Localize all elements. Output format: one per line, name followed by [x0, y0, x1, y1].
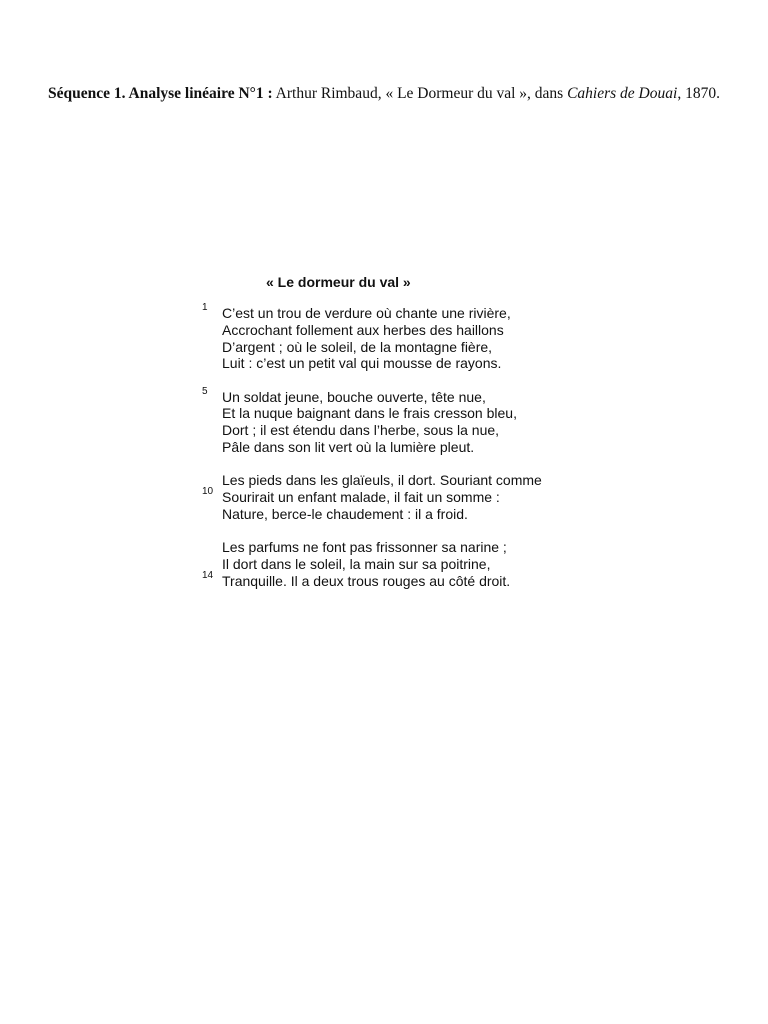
stanza-4: [200, 539, 620, 589]
poem-line: [200, 556, 620, 573]
poem-line: [200, 322, 620, 339]
line-text: Un soldat jeune, bouche ouverte, tête nue,: [222, 388, 486, 405]
line-text: Les pieds dans les glaïeuls, il dort. Souriant comme: [222, 472, 542, 489]
line-number: 14: [202, 569, 214, 581]
poem-line: [200, 472, 620, 489]
sequence-label: Séquence 1. Analyse linéaire N°1 :: [48, 85, 273, 102]
line-number: 10: [202, 486, 214, 498]
poem-line: [200, 302, 620, 322]
line-text: Pâle dans son lit vert où la lumière pleut.: [222, 439, 475, 456]
poem-line: [200, 486, 620, 506]
line-number: 5: [202, 385, 208, 397]
author-and-title: Arthur Rimbaud, « Le Dormeur du val », dans: [272, 85, 568, 102]
poem-line: [200, 506, 620, 523]
line-number: 1: [202, 302, 208, 313]
poem-title: « Le dormeur du val »: [266, 274, 411, 290]
line-text: Luit : c’est un petit val qui mousse de rayons.: [222, 355, 502, 372]
publication-year: , 1870.: [677, 85, 720, 102]
poem-line: [200, 569, 620, 590]
stanza-2: [200, 385, 620, 456]
line-text: Et la nuque baignant dans le frais cresson bleu,: [222, 405, 517, 422]
line-text: Sourirait un enfant malade, il fait un somme :: [222, 489, 500, 506]
line-text: D’argent ; où le soleil, de la montagne fière,: [222, 338, 493, 355]
poem-line: [200, 405, 620, 422]
poem-line: [200, 422, 620, 439]
line-text: Accrochant follement aux herbes des haillons: [222, 321, 504, 338]
stanza-3: [200, 472, 620, 522]
line-text: Nature, berce-le chaudement : il a froid.: [222, 505, 468, 522]
stanza-1: [200, 302, 620, 372]
document-header: [48, 82, 728, 105]
line-text: Il dort dans le soleil, la main sur sa poitrine,: [222, 556, 491, 573]
line-text: Les parfums ne font pas frissonner sa narine ;: [222, 539, 507, 556]
line-text: C’est un trou de verdure où chante une rivière,: [222, 305, 511, 321]
book-title: Cahiers de Douai: [567, 85, 678, 102]
line-text: Tranquille. Il a deux trous rouges au côté droit.: [222, 572, 511, 589]
poem-line: [200, 539, 620, 556]
poem-line: [200, 339, 620, 356]
poem-line: [200, 439, 620, 456]
line-text: Dort ; il est étendu dans l’herbe, sous la nue,: [222, 422, 500, 439]
poem-line: [200, 385, 620, 406]
poem-line: [200, 355, 620, 372]
poem: [200, 272, 620, 606]
